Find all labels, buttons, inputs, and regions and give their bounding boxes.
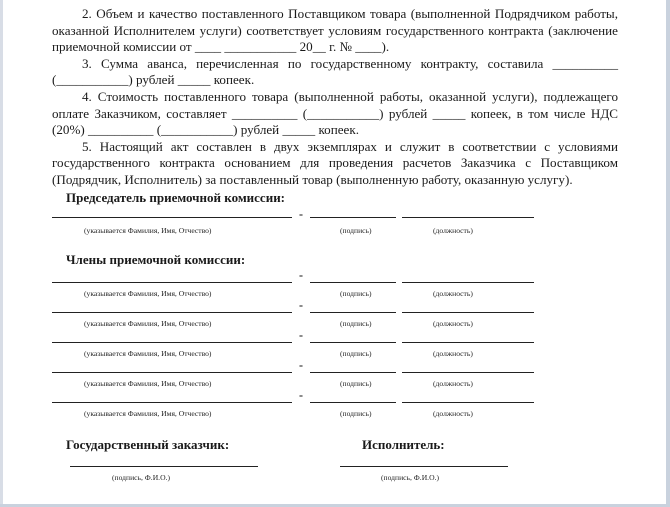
member-sign-line <box>310 312 396 313</box>
chairman-sign-line <box>310 217 396 218</box>
member-name-line <box>52 342 292 343</box>
chairman-name-line <box>52 217 292 218</box>
member-position-caption: (должность) <box>433 319 473 328</box>
member-sign-caption: (подпись) <box>340 409 372 418</box>
member-sign-caption: (подпись) <box>340 379 372 388</box>
member-dash: - <box>299 358 303 372</box>
member-position-line <box>402 342 534 343</box>
paragraph-5: 5. Настоящий акт составлен в двух экземплярах и служит в соответствии с условиями государственного контракта основанием для проведения расчетов Заказчика с Поставщиком (Подрядчик, Исполнитель) за поставленный товар (выполненную работу, оказанную услугу). <box>52 138 618 187</box>
member-sign-line <box>310 342 396 343</box>
window-frame-left <box>0 0 3 507</box>
chairman-title: Председатель приемочной комиссии: <box>66 190 286 205</box>
chairman-position-line <box>402 217 534 218</box>
member-name-line <box>52 402 292 403</box>
paragraph-2: 2. Объем и качество поставленного Поставщиком товара (выполненной Подрядчиком работы, оказанной Исполнителем услуги) соответствует условиям государственного контракта (заключение приемочной комиссии от ____ ___________ 20__ г. № ____). <box>52 6 618 55</box>
contractor-caption: (подпись, Ф.И.О.) <box>381 473 439 482</box>
member-sign-line <box>310 402 396 403</box>
member-name-line <box>52 282 292 283</box>
member-name-caption: (указывается Фамилия, Имя, Отчество) <box>84 319 212 328</box>
chairman-dash: - <box>299 207 303 221</box>
member-name-caption: (указывается Фамилия, Имя, Отчество) <box>84 379 212 388</box>
chairman-position-caption: (должность) <box>433 226 473 235</box>
paragraph-4: 4. Стоимость поставленного товара (выполненной работы, оказанной услуги), подлежащего оплате Заказчиком, составляет __________ (___________) рублей _____ копеек, в том числе НДС (20%) __________ (___________) рублей _____ копеек. <box>52 88 618 138</box>
member-sign-line <box>310 282 396 283</box>
member-name-line <box>52 372 292 373</box>
member-name-caption: (указывается Фамилия, Имя, Отчество) <box>84 409 212 418</box>
member-sign-caption: (подпись) <box>340 319 372 328</box>
member-position-caption: (должность) <box>433 409 473 418</box>
member-position-line <box>402 282 534 283</box>
member-dash: - <box>299 388 303 402</box>
member-sign-caption: (подпись) <box>340 289 372 298</box>
customer-title: Государственный заказчик: <box>66 437 230 452</box>
member-sign-caption: (подпись) <box>340 349 372 358</box>
paragraph-3: 3. Сумма аванса, перечисленная по государственному контракту, составила __________ (___________) рублей _____ копеек. <box>52 55 618 88</box>
members-title: Члены приемочной комиссии: <box>66 252 246 267</box>
member-name-line <box>52 312 292 313</box>
chairman-name-caption: (указывается Фамилия, Имя, Отчество) <box>84 226 212 235</box>
member-position-caption: (должность) <box>433 289 473 298</box>
scrollbar[interactable] <box>666 0 670 507</box>
member-name-caption: (указывается Фамилия, Имя, Отчество) <box>84 289 212 298</box>
member-sign-line <box>310 372 396 373</box>
contractor-sign-line <box>340 466 508 467</box>
member-position-line <box>402 312 534 313</box>
member-dash: - <box>299 298 303 312</box>
customer-sign-line <box>70 466 258 467</box>
chairman-sign-caption: (подпись) <box>340 226 372 235</box>
member-position-caption: (должность) <box>433 349 473 358</box>
document-body <box>52 6 618 189</box>
customer-caption: (подпись, Ф.И.О.) <box>112 473 170 482</box>
member-dash: - <box>299 268 303 282</box>
member-position-line <box>402 372 534 373</box>
contractor-title: Исполнитель: <box>362 437 445 452</box>
member-name-caption: (указывается Фамилия, Имя, Отчество) <box>84 349 212 358</box>
member-dash: - <box>299 328 303 342</box>
member-position-line <box>402 402 534 403</box>
member-position-caption: (должность) <box>433 379 473 388</box>
